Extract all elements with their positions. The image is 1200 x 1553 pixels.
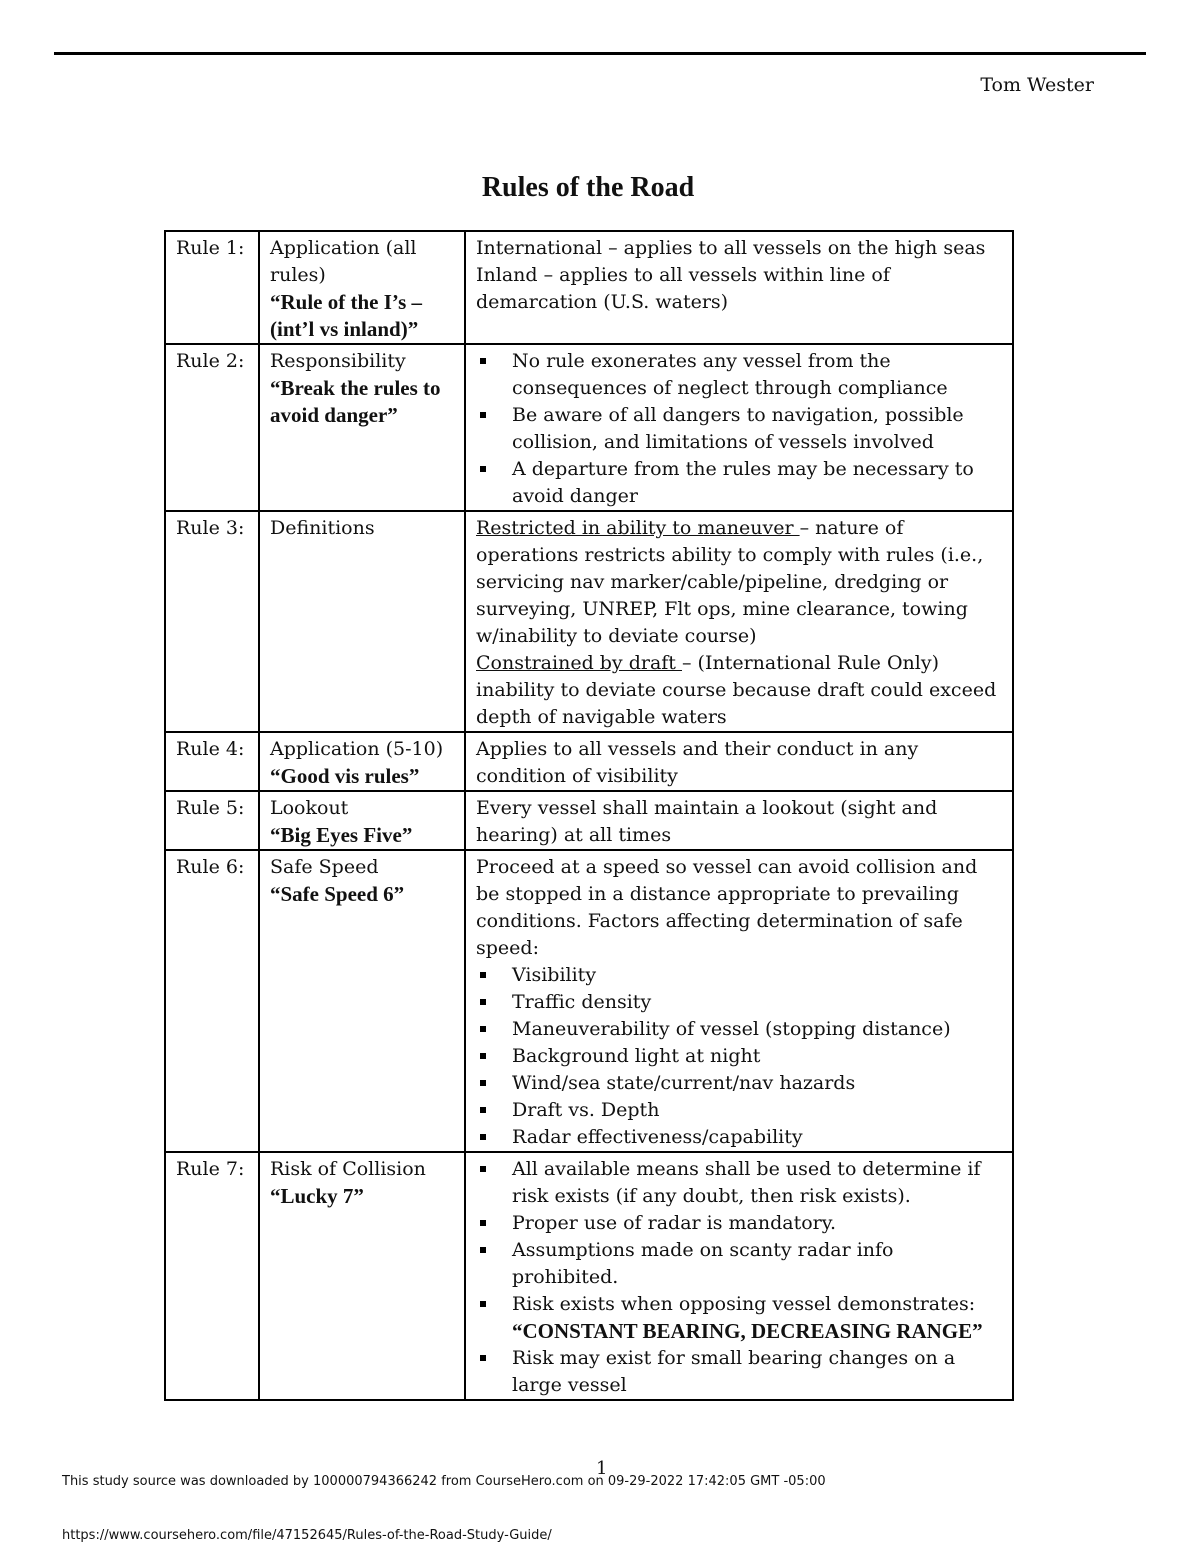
table-row xyxy=(165,344,1013,511)
table-row xyxy=(165,850,1013,1152)
bullet-item: Wind/sea state/current/nav hazards xyxy=(476,1070,1004,1097)
rule-name: Application (5-10) xyxy=(270,738,444,760)
rule-description xyxy=(465,231,1013,344)
bullet-item xyxy=(476,1291,1004,1345)
download-notice: This study source was downloaded by 100000794366242 from CourseHero.com on 09-29-2022 17:42:05 GMT -05:00 xyxy=(62,1474,826,1489)
rule-name-cell xyxy=(259,1152,465,1400)
rule-text: Every vessel shall maintain a lookout (sight and hearing) at all times xyxy=(476,797,938,846)
bullet-item: Draft vs. Depth xyxy=(476,1097,1004,1124)
rule-text: Applies to all vessels and their conduct in any condition of visibility xyxy=(476,738,919,787)
rule-nickname: “Safe Speed 6” xyxy=(270,882,405,906)
definition-restricted xyxy=(476,515,1004,650)
definition-term: Constrained by draft xyxy=(476,652,682,674)
rule-intro: Proceed at a speed so vessel can avoid collision and be stopped in a distance appropriate to prevailing conditions. Factors affecting determination of safe speed: xyxy=(476,856,978,959)
rule-description xyxy=(465,1152,1013,1400)
rule-name: Responsibility xyxy=(270,350,406,372)
rule-number: Rule 1: xyxy=(165,231,259,344)
page-number: 1 xyxy=(596,1458,608,1479)
source-url[interactable]: https://www.coursehero.com/file/47152645/Rules-of-the-Road-Study-Guide/ xyxy=(62,1528,552,1543)
rule-name-cell xyxy=(259,511,465,732)
bullet-item: No rule exonerates any vessel from the consequences of neglect through compliance xyxy=(476,348,1004,402)
rule-nickname: “Lucky 7” xyxy=(270,1184,364,1208)
rule-nickname: “Big Eyes Five” xyxy=(270,823,413,847)
table-row xyxy=(165,732,1013,791)
bullet-item: Assumptions made on scanty radar info prohibited. xyxy=(476,1237,1004,1291)
table-row xyxy=(165,1152,1013,1400)
rule-name: Risk of Collision xyxy=(270,1158,426,1180)
table-row xyxy=(165,511,1013,732)
table-row xyxy=(165,231,1013,344)
rule-nickname: “Good vis rules” xyxy=(270,764,420,788)
rule-description xyxy=(465,344,1013,511)
rule-nickname: “Break the rules to avoid danger” xyxy=(270,376,441,427)
bullet-item: Visibility xyxy=(476,962,1004,989)
rule-name: Lookout xyxy=(270,797,349,819)
rule-name-cell xyxy=(259,231,465,344)
bullet-item: A departure from the rules may be necessary to avoid danger xyxy=(476,456,1004,510)
definition-constrained xyxy=(476,650,1004,731)
header-rule xyxy=(54,52,1146,55)
bullet-item: Risk may exist for small bearing changes on a large vessel xyxy=(476,1345,1004,1399)
rule-name-cell xyxy=(259,791,465,850)
rule-number: Rule 3: xyxy=(165,511,259,732)
bullet-item: Be aware of all dangers to navigation, possible collision, and limitations of vessels involved xyxy=(476,402,1004,456)
definition-text: – nature of operations restricts ability to comply with rules (i.e., servicing nav marker/cable/pipeline, dredging or surveying, UNREP, Flt ops, mine clearance, towing w/inability to deviate course) xyxy=(476,517,984,647)
rule-text: Inland – applies to all vessels within line of demarcation (U.S. waters) xyxy=(476,264,890,313)
rules-table xyxy=(164,230,1014,1401)
rule-description xyxy=(465,791,1013,850)
bullet-text: Risk exists when opposing vessel demonstrates: xyxy=(512,1293,976,1315)
bullet-item: Proper use of radar is mandatory. xyxy=(476,1210,1004,1237)
bullet-item: Maneuverability of vessel (stopping distance) xyxy=(476,1016,1004,1043)
rule-name-cell xyxy=(259,344,465,511)
rule-description xyxy=(465,850,1013,1152)
page-title: Rules of the Road xyxy=(481,172,695,203)
rule-description xyxy=(465,732,1013,791)
rule-name-cell xyxy=(259,732,465,791)
rule-number: Rule 7: xyxy=(165,1152,259,1400)
rule-nickname: “Rule of the I’s – (int’l vs inland)” xyxy=(270,290,423,341)
bullet-item: Traffic density xyxy=(476,989,1004,1016)
rule-number: Rule 5: xyxy=(165,791,259,850)
rule-number: Rule 2: xyxy=(165,344,259,511)
table-row xyxy=(165,791,1013,850)
rule-name: Safe Speed xyxy=(270,856,379,878)
rule-name: Definitions xyxy=(270,517,375,539)
rule-text: International – applies to all vessels on the high seas xyxy=(476,237,986,259)
rule-description xyxy=(465,511,1013,732)
definition-text: – (International Rule Only) inability to deviate course because draft could exceed depth of navigable waters xyxy=(476,652,997,728)
emphasis-text: “CONSTANT BEARING, DECREASING RANGE” xyxy=(512,1319,983,1343)
rule-number: Rule 4: xyxy=(165,732,259,791)
rule-name-cell xyxy=(259,850,465,1152)
bullet-item: All available means shall be used to determine if risk exists (if any doubt, then risk exists). xyxy=(476,1156,1004,1210)
rule-number: Rule 6: xyxy=(165,850,259,1152)
bullet-item: Radar effectiveness/capability xyxy=(476,1124,1004,1151)
definition-term: Restricted in ability to maneuver xyxy=(476,517,800,539)
author-name: Tom Wester xyxy=(980,74,1094,96)
rule-name: Application (all rules) xyxy=(270,237,417,286)
bullet-item: Background light at night xyxy=(476,1043,1004,1070)
